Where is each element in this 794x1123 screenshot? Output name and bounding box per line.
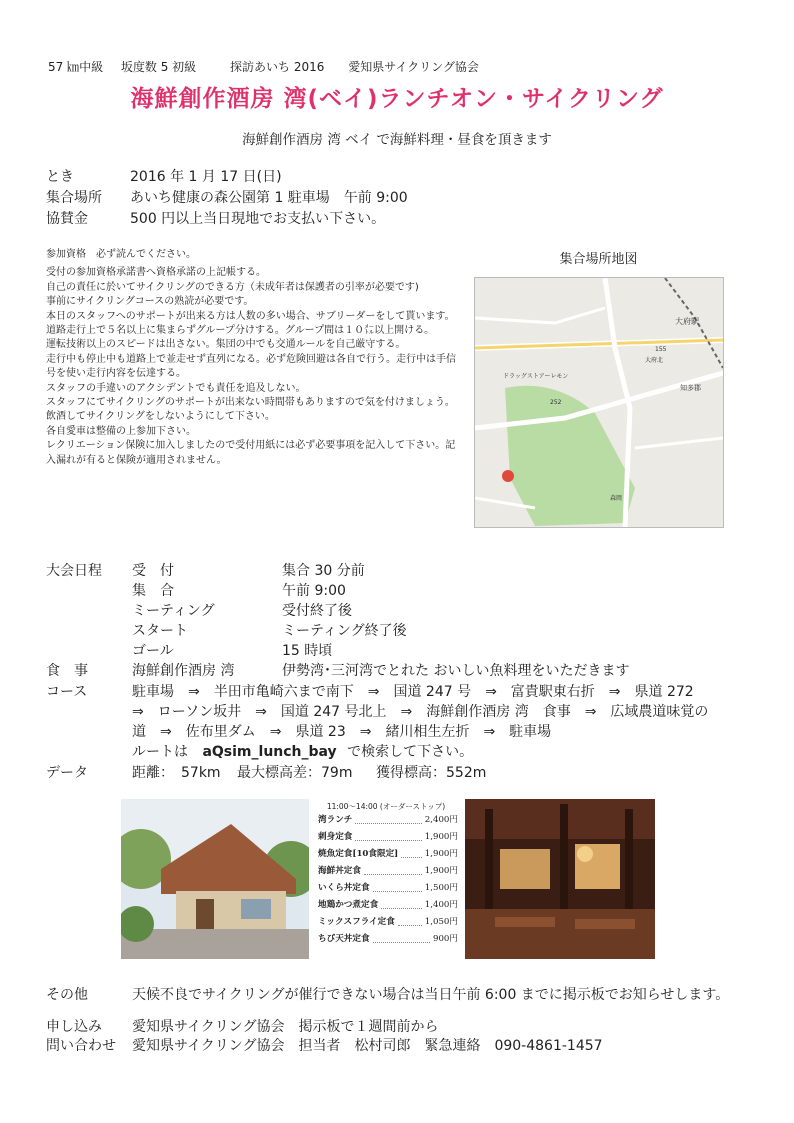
menu-item-price: 900円: [433, 934, 458, 944]
menu-item: [310, 863, 462, 880]
menu-item: [310, 880, 462, 897]
course-line: ⇒ ローソン坂井 ⇒ 国道 247 号北上 ⇒ 海鮮創作酒房 湾 食事 ⇒ 広域農道味覚の: [132, 704, 709, 720]
menu-item: [310, 914, 462, 931]
footer-value: 愛知県サイクリング協会 担当者 松村司郎 緊急連絡 090-4861-1457: [132, 1038, 603, 1054]
schedule-value: 午前 9:00: [282, 583, 346, 599]
map-label: ドラッグストアーレモン: [503, 373, 569, 380]
footer-other: [46, 984, 766, 1004]
schedule-row: [46, 640, 466, 660]
footer-label: その他: [46, 987, 88, 1003]
slope-level: 坂度数 5 初級: [120, 60, 197, 74]
menu-item-price: 1,400円: [424, 900, 458, 910]
lunch-menu: [310, 799, 462, 959]
map-title: 集合場所地図: [559, 252, 638, 267]
data-max-elev: 最大標高差：79m: [237, 765, 353, 781]
meeting-map[interactable]: [474, 277, 724, 528]
schedule-row: [46, 560, 466, 580]
menu-item: [310, 897, 462, 914]
menu-item: [310, 829, 462, 846]
menu-item-price: 1,900円: [424, 832, 458, 842]
menu-item-name: 湾ランチ: [318, 815, 353, 825]
meal-label: 食 事: [46, 663, 88, 679]
menu-item-price: 1,050円: [424, 917, 458, 927]
schedule-value: 15 時頃: [282, 643, 333, 659]
menu-item-price: 2,400円: [424, 815, 458, 825]
info-value: 500 円以上当日現地でお支払い下さい。: [130, 211, 386, 227]
footer-value: 愛知県サイクリング協会 掲示板で１週間前から: [132, 1019, 439, 1035]
info-label: 集合場所: [46, 190, 102, 206]
map-label: 155: [655, 346, 667, 353]
meal-row: [46, 660, 746, 680]
info-label: 協賛金: [46, 211, 88, 227]
menu-item-name: ちび天丼定食: [318, 934, 370, 944]
meal-desc: 伊勢湾･三河湾でとれた おいしい魚料理をいただきます: [282, 663, 630, 679]
distance-level: 57 ㎞中級: [48, 60, 104, 74]
route-id[interactable]: aQsim_lunch_bay: [202, 744, 337, 760]
footer-apply: [46, 1016, 766, 1036]
menu-hours: 11:00～14:00 (オーダーストップ): [326, 802, 446, 811]
data-row: [46, 762, 646, 782]
rule-line: 事前にサイクリングコースの熟読が必要です。: [46, 296, 254, 308]
schedule-value: 受付終了後: [282, 603, 352, 619]
rule-line: 走行中も停止中も道路上で並走せず直列になる。必ず危険回避は各自で行う。走行中は手信号を使い走行内容を伝達する。: [46, 353, 456, 380]
rule-line: 参加資格 必ず読んでください。: [46, 249, 196, 260]
schedule-row: [46, 600, 466, 620]
map-label: 252: [550, 399, 562, 406]
map-label: 大府駅: [675, 317, 699, 326]
rule-line: 各自愛車は整備の上参加下さい。: [46, 425, 196, 437]
menu-item-price: 1,900円: [424, 849, 458, 859]
event-name: 探訪あいち 2016: [230, 60, 325, 74]
menu-item-name: いくら丼定食: [318, 883, 370, 893]
course-line: 駐車場 ⇒ 半田市亀崎六まで南下 ⇒ 国道 247 号 ⇒ 富貴駅東右折 ⇒ 県道 272: [132, 684, 694, 700]
info-date: [46, 166, 282, 186]
menu-item-name: 地鶏かつ煮定食: [318, 900, 379, 910]
rule-line: 道路走行上で５名以上に集まらずグループ分けする。グループ間は１０㍍以上開ける。: [46, 325, 435, 337]
rule-line: 自己の責任に於いてサイクリングのできる方（未成年者は保護者の引率が必要です): [46, 281, 419, 293]
schedule-row: [46, 620, 466, 640]
restaurant-exterior-photo: [121, 799, 309, 959]
menu-item-name: 刺身定食: [318, 832, 353, 842]
schedule-item: ミーティング: [132, 603, 215, 619]
restaurant-interior-photo: [465, 799, 655, 959]
header-line: [48, 58, 493, 75]
menu-item-name: 焼魚定食[10食限定]: [318, 849, 399, 859]
route-suffix: で検索して下さい。: [347, 744, 474, 760]
schedule-value: 集合 30 分前: [282, 563, 365, 579]
meal-place: 海鮮創作酒房 湾: [132, 663, 235, 679]
data-gain: 獲得標高：552m: [376, 765, 487, 781]
info-place: [46, 187, 408, 207]
footer-label: 問い合わせ: [46, 1038, 116, 1054]
course-label-row: [46, 681, 126, 701]
schedule-item: 受 付: [132, 563, 174, 579]
rule-line: スタッフの手違いのアクシデントでも責任を追及しない。: [46, 382, 306, 394]
footer-contact: [46, 1035, 766, 1055]
course-label: コース: [46, 684, 88, 700]
info-label: とき: [46, 169, 74, 185]
rule-line: レクリエーション保険に加入しましたので受付用紙には必ず必要事項を記入して下さい。記入漏れが有ると保険が適用されません。: [46, 440, 456, 466]
map-label: 大府北: [645, 357, 664, 364]
organizer: 愛知県サイクリング協会: [348, 60, 479, 74]
schedule-item: 集 合: [132, 583, 174, 599]
route-prefix: ルートは: [132, 744, 188, 760]
course-line: 道 ⇒ 佐布里ダム ⇒ 県道 23 ⇒ 緒川相生左折 ⇒ 駐車場: [132, 724, 552, 740]
data-distance: 距離： 57km: [132, 765, 221, 781]
rule-line: 飲酒してサイクリングをしないようにして下さい。: [46, 411, 275, 423]
menu-item-name: 海鮮丼定食: [318, 866, 361, 876]
info-fee: [46, 208, 385, 228]
info-value: あいち健康の森公園第 1 駐車場 午前 9:00: [130, 190, 408, 206]
schedule-label: 大会日程: [46, 563, 102, 579]
data-label: データ: [46, 765, 88, 781]
participation-rules: [46, 248, 458, 468]
menu-item: [310, 812, 462, 829]
footer-label: 申し込み: [46, 1019, 102, 1035]
menu-item-price: 1,500円: [424, 883, 458, 893]
info-value: 2016 年 1 月 17 日(日): [130, 169, 282, 185]
rule-line: スタッフにてサイクリングのサポートが出来ない時間帯もありますので気を付けましょう。: [46, 397, 455, 409]
page-title: 海鮮創作酒房 湾(ベイ)ランチオン・サイクリング: [130, 86, 664, 112]
schedule-value: ミーティング終了後: [282, 623, 407, 639]
schedule-row: [46, 580, 466, 600]
map-label: 知多郡: [680, 384, 701, 392]
menu-item: [310, 931, 462, 948]
schedule-item: ゴール: [132, 643, 174, 659]
map-graphic: [475, 278, 723, 527]
page-subtitle: 海鮮創作酒房 湾 ベイ で海鮮料理・昼食を頂きます: [242, 132, 552, 148]
map-pin-icon: [502, 470, 514, 482]
footer-value: 天候不良でサイクリングが催行できない場合は当日午前 6:00 までに掲示板でお知らせします。: [132, 987, 730, 1003]
menu-item: [310, 846, 462, 863]
schedule-item: スタート: [132, 623, 188, 639]
rule-line: 本日のスタッフへのサポートが出来る方は人数の多い場合、サブリーダーをして貰います。: [46, 310, 455, 322]
rule-line: 受付の参加資格承諾書へ資格承諾の上記帳する。: [46, 267, 266, 279]
menu-item-price: 1,900円: [424, 866, 458, 876]
route-line: [132, 741, 473, 761]
map-label: 森岡: [610, 495, 623, 502]
rule-line: 運転技術以上のスピードは出さない。集団の中でも交通ルールを自己厳守する。: [46, 339, 406, 351]
menu-item-name: ミックスフライ定食: [318, 917, 395, 927]
